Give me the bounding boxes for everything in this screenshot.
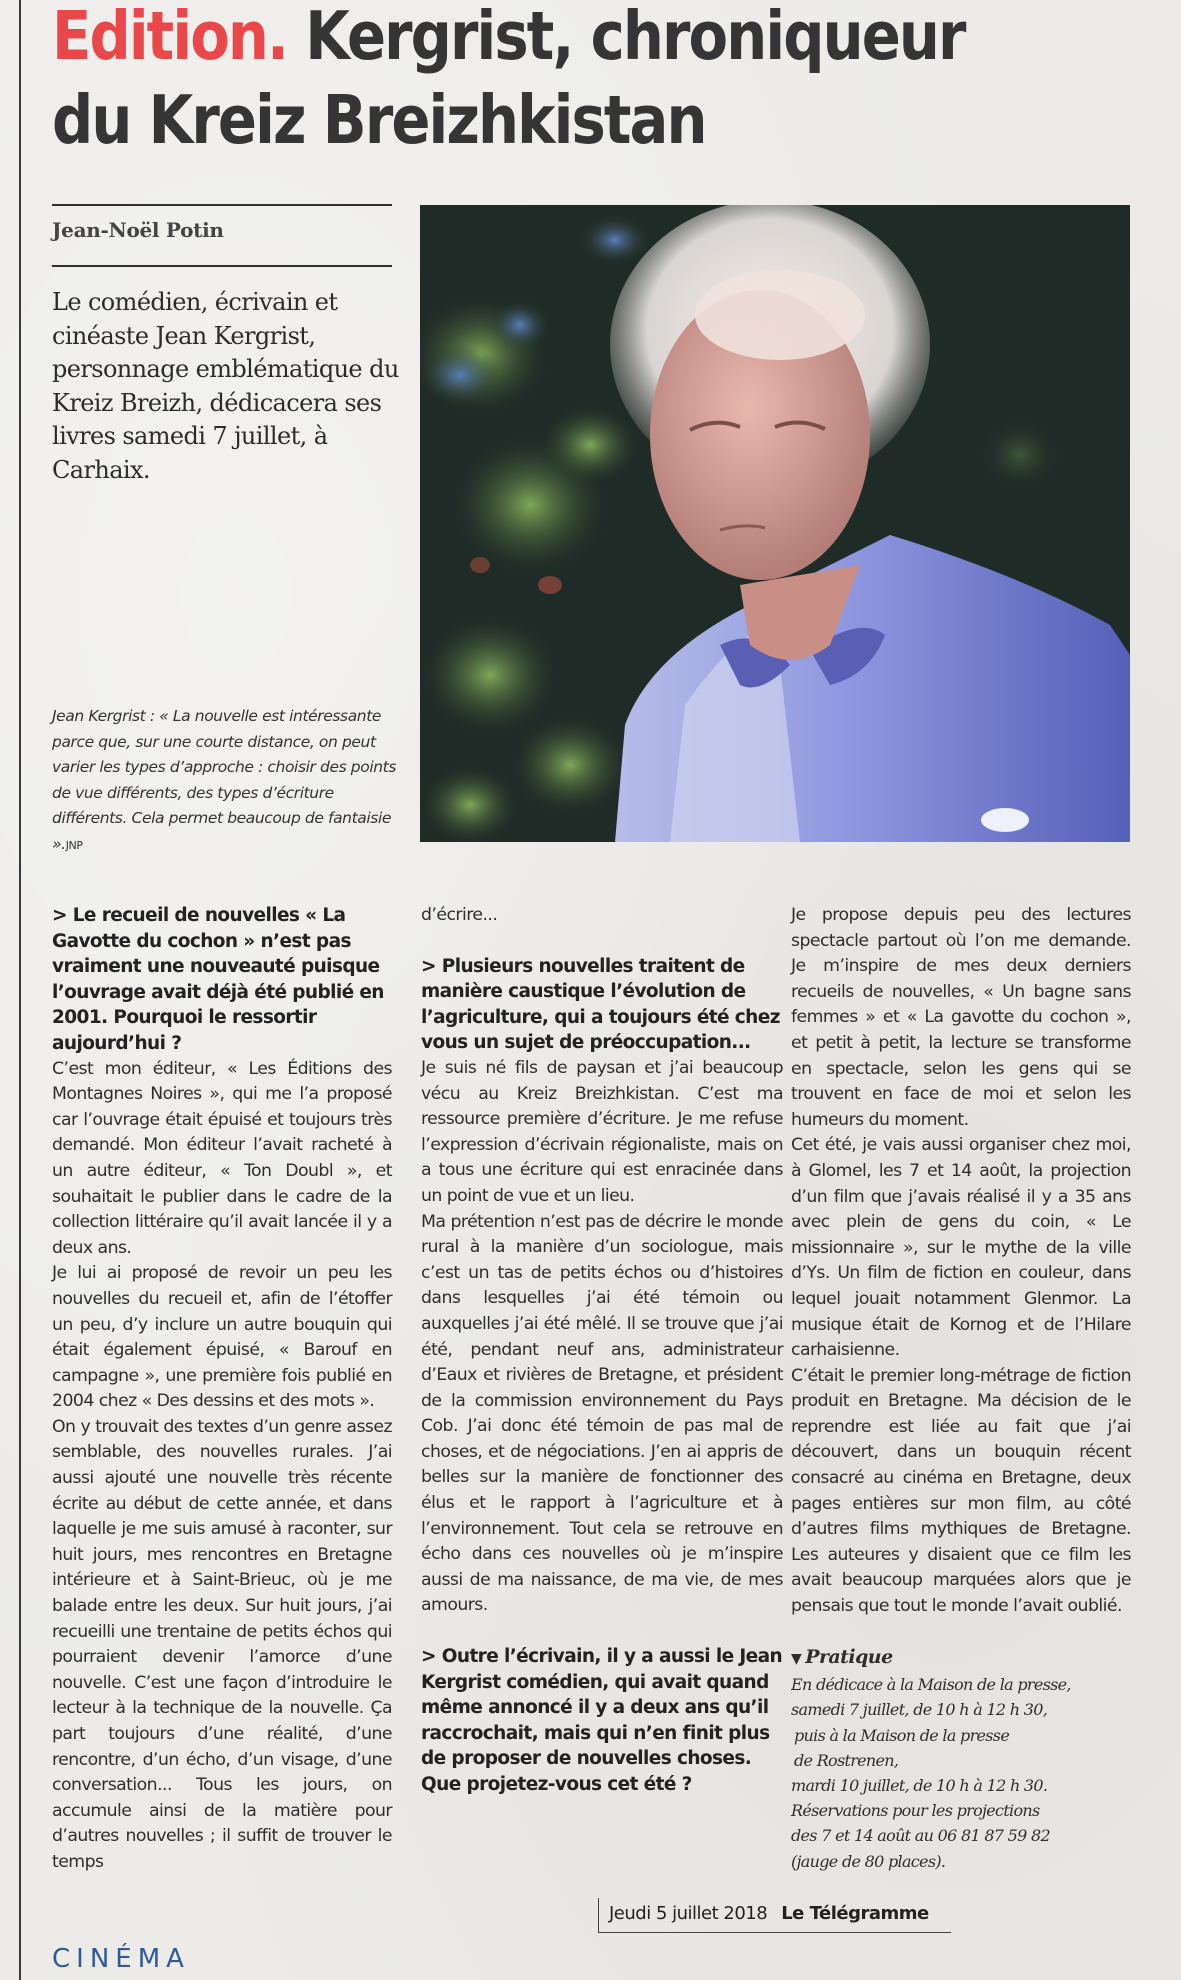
practical-info-line: de Rostrenen, bbox=[794, 1750, 899, 1770]
practical-info-line: samedi 7 juillet, de 10 h à 12 h 30, bbox=[791, 1700, 1048, 1720]
byline: Jean-Noël Potin bbox=[52, 218, 224, 242]
caption-text: Jean Kergrist : « La nouvelle est intéressante parce que, sur une courte distance, on peut varier les types d’approche : choisir des points de vue différents, des types d’écriture différents. Cela permet beaucoup de fantaisie ». bbox=[52, 707, 397, 853]
interview-question-2: > Plusieurs nouvelles traitent de manière caustique l’évolution de l’agriculture, qui a toujours été chez vous un sujet de préoccupation... bbox=[421, 955, 780, 1054]
practical-info-line: puis à la Maison de la presse bbox=[794, 1725, 1010, 1745]
publication-footer bbox=[598, 1898, 951, 1933]
practical-info-line: (jauge de 80 places). bbox=[791, 1851, 946, 1871]
headline-line1: Kergrist, chroniqueur bbox=[305, 0, 965, 75]
headline-line2: du Kreiz Breizhkistan bbox=[52, 81, 706, 159]
answer-2-paragraph-1: Je suis né fils de paysan et j’ai beaucoup vécu au Kreiz Breizhkistan. C’est ma ressource première d’écriture. Je me refuse l’expression d’écrivain régionaliste, mais on a tous une écriture qui est enracinée dans un point de vue et un lieu. bbox=[421, 1057, 783, 1206]
byline-top-rule bbox=[52, 204, 392, 206]
answer-1-paragraph-1: C’est mon éditeur, « Les Éditions des Montagnes Noires », qui me l’a proposé car l’ouvrage était épuisé et toujours très demandé. Mon éditeur l’avait racheté à un autre éditeur, « Ton Doubl », et souhaitait le publier dans le cadre de la collection littéraire qu’il avait lancée il y a deux ans. bbox=[52, 1058, 392, 1258]
triangle-down-icon: ▼ bbox=[791, 1650, 802, 1667]
interview-question-3: > Outre l’écrivain, il y a aussi le Jean Kergrist comédien, qui avait quand même annoncé il y a deux ans qu’il raccrochait, mais qui n’en finit plus de proposer de nouvelles choses. Que projetez-vous cet été ? bbox=[421, 1646, 783, 1795]
portrait-photo-image bbox=[420, 205, 1130, 842]
practical-info-line: Réservations pour les projections bbox=[791, 1801, 1040, 1821]
headline bbox=[52, 0, 1007, 162]
practical-info-title bbox=[791, 1645, 1131, 1673]
publication-date: Jeudi 5 juillet 2018 bbox=[609, 1903, 768, 1924]
practical-info-title-text: Pratique bbox=[805, 1645, 893, 1668]
portrait-photo bbox=[420, 205, 1130, 842]
answer-1-paragraph-3: On y trouvait des textes d’un genre assez semblable, des nouvelles rurales. J’ai aussi ajouté une nouvelle très récente écrite au début de cette année, et dans laquelle je me suis amusé à raconter, sur huit jours, mes rencontres en Bretagne intérieure et à Saint-Brieuc, où je me balade entre les deux. Sur huit jours, j’ai recueilli une trentaine de petits échos qui pourraient devenir l’amorce d’une nouvelle. C’est une façon d’introduire le lecteur à la technique de la nouvelle. Ça part toujours d’une réalité, d’une rencontre, d’un écho, d’un visage, d’une conversation... Tous les jours, on accumule ainsi de la matière pour d’autres nouvelles ; il suffit de trouver le temps bbox=[52, 1416, 392, 1872]
newspaper-name: Le Télégramme bbox=[781, 1903, 929, 1924]
article-column-1 bbox=[52, 903, 392, 1876]
practical-info-box bbox=[791, 1645, 1131, 1874]
practical-info-line: des 7 et 14 août au 06 81 87 59 82 bbox=[791, 1826, 1050, 1846]
answer-2-paragraph-2: Ma prétention n’est pas de décrire le monde rural à la manière d’un sociologue, mais c’est un tas de petits échos ou d’histoires dans lesquelles j’ai été témoin ou auxquelles j’ai été mêlé. Il se trouve que j’ai été, pendant neuf ans, administrateur d’Eaux et rivières de Bretagne, et président de la commission environnement du Pays Cob. J’ai donc été témoin de pas mal de choses, et de négociations. J’en ai appris de belles sur la manière de fonctionner des élus et le rapport à l’agriculture et à l’environnement. Tout cela se retrouve en écho dans ces nouvelles où je m’inspire aussi de ma naissance, de ma vie, de mes amours. bbox=[421, 1211, 783, 1616]
practical-info-line: mardi 10 juillet, de 10 h à 12 h 30. bbox=[791, 1776, 1048, 1796]
practical-info-line: En dédicace à la Maison de la presse, bbox=[791, 1675, 1071, 1695]
answer-1-ending: d’écrire... bbox=[421, 905, 498, 925]
interview-question-1: > Le recueil de nouvelles « La Gavotte du cochon » n’est pas vraiment une nouveauté puisque l’ouvrage avait déjà été publié en 2001. Pourquoi le ressortir aujourd’hui ? bbox=[52, 905, 384, 1054]
next-section-label: CINÉMA bbox=[52, 1944, 190, 1974]
lead-paragraph: Le comédien, écrivain et cinéaste Jean Kergrist, personnage emblématique du Kreiz Breizh, dédicacera ses livres samedi 7 juillet, à Carhaix. bbox=[52, 288, 399, 484]
headline-kicker: Edition. bbox=[52, 0, 288, 75]
answer-3-paragraph-1: Je propose depuis peu des lectures spectacle partout où l’on me demande. Je m’inspire de mes deux derniers recueils de nouvelles, « Un bagne sans femmes » et « La gavotte du cochon », et petit à petit, la lecture se transforme en spectacle, selon les gens qui se trouvent en face de moi et selon les humeurs du moment. bbox=[791, 905, 1131, 1130]
answer-3-paragraph-2: Cet été, je vais aussi organiser chez moi, à Glomel, les 7 et 14 août, la projection d’un film que j’avais réalisé il y a 35 ans avec plein de gens du coin, « Le missionnaire », sur le mythe de la ville d’Ys. Un film de fiction en couleur, dans lequel jouait notamment Glenmor. La musique était de Kornog et de l’Hilare carhaisienne. bbox=[791, 1135, 1131, 1361]
photo-caption bbox=[52, 704, 397, 859]
caption-credit: JNP bbox=[65, 838, 83, 852]
answer-3-paragraph-3: C’était le premier long-métrage de fiction produit en Bretagne. Ma décision de le reprendre est liée au fait que j’ai découvert, dans un bouquin récent consacré au cinéma en Bretagne, deux pages entières sur mon film, au côté d’autres films mythiques de Bretagne. Les auteures y disaient que ce film les avait beaucoup marquées alors que je pensais que tout le monde l’avait oublié. bbox=[791, 1365, 1131, 1617]
article-column-2 bbox=[421, 903, 783, 1798]
answer-1-paragraph-2: Je lui ai proposé de revoir un peu les nouvelles du recueil et, afin de l’étoffer un peu, d’y inclure un autre bouquin qui était également épuisé, « Barouf en campagne », une première fois publié en 2004 chez « Des dessins et des mots ». bbox=[52, 1263, 392, 1412]
article-column-3 bbox=[791, 903, 1131, 1874]
byline-bottom-rule bbox=[52, 265, 392, 267]
page-left-border bbox=[19, 0, 21, 1980]
